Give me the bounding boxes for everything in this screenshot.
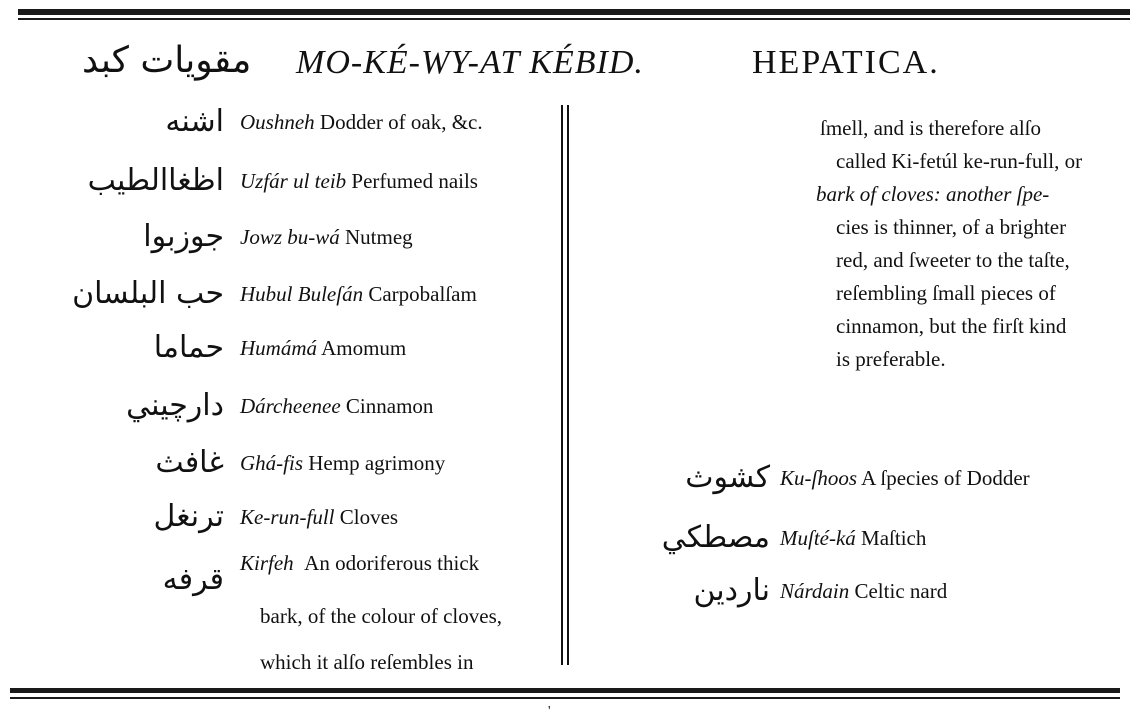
entry-gloss: Nutmeg xyxy=(345,225,413,249)
entry-text xyxy=(240,451,445,476)
paragraph-line: bark of cloves: another ſpe- xyxy=(816,182,1050,206)
entry-term: Hubul Buleſán xyxy=(240,282,364,306)
paragraph-line: red, and ſweeter to the taſte, xyxy=(836,248,1070,272)
list-item xyxy=(0,276,560,316)
entry-term: Dárcheenee xyxy=(240,394,341,418)
paragraph-line: called Ki-fetúl ke-run-full, or xyxy=(836,149,1083,173)
list-item xyxy=(0,388,560,428)
entry-text xyxy=(780,466,1030,491)
continuation-line: which it alſo reſembles in xyxy=(260,650,474,674)
header-subject: HEPATICA. xyxy=(752,44,940,81)
entry-arabic: اظغاالطيب xyxy=(87,163,224,198)
bottom-rule-thin xyxy=(10,697,1120,699)
header-title: MO-KÉ-WY-AT KÉBID. xyxy=(296,44,644,81)
continuation-line: bark, of the colour of cloves, xyxy=(260,604,503,628)
paragraph-line: is preferable. xyxy=(836,347,946,371)
entry-term: Jowz bu-wá xyxy=(240,225,340,249)
entry-term: Ke-run-full xyxy=(240,505,335,529)
entry-text xyxy=(240,282,477,307)
entry-arabic: دارچيني xyxy=(126,388,224,423)
entry-text xyxy=(240,110,483,135)
paragraph-line: reſembling ſmall pieces of xyxy=(836,281,1056,305)
entry-term: Muſté-ká xyxy=(780,526,856,550)
entry-term: Kirfeh xyxy=(240,551,294,575)
entry-gloss: Amomum xyxy=(321,336,407,360)
paragraph-line: cies is thinner, of a brighter xyxy=(836,215,1067,239)
entry-text xyxy=(240,394,433,419)
entry-arabic: كشوث xyxy=(685,460,770,495)
paragraph-line: ſmell, and is therefore alſo xyxy=(820,116,1042,140)
entry-term: Uzfár ul teib xyxy=(240,169,347,193)
top-rule-thin xyxy=(18,18,1130,20)
entry-gloss: Cinnamon xyxy=(345,394,434,418)
entry-term: Nárdain xyxy=(780,579,850,603)
entry-arabic: جوزبوا xyxy=(143,219,224,254)
entry-term: Humámá xyxy=(240,336,317,360)
entry-text xyxy=(240,169,478,194)
entry-text xyxy=(240,551,479,576)
entry-arabic: حب البلسان xyxy=(72,276,224,311)
column-divider-left xyxy=(561,105,563,665)
entry-gloss: Perfumed nails xyxy=(351,169,478,193)
entry-arabic: مصطكي xyxy=(661,520,770,555)
entry-gloss: Dodder of oak, &c. xyxy=(319,110,483,134)
entry-text xyxy=(780,579,947,604)
entry-gloss: A ſpecies of Dodder xyxy=(861,466,1030,490)
entry-arabic: ناردين xyxy=(693,573,770,608)
bottom-rule-thick xyxy=(10,688,1120,693)
entry-text xyxy=(780,526,926,551)
list-item xyxy=(0,330,560,370)
entry-term: Ku-ſhoos xyxy=(780,466,858,490)
entry-term: Ghá-fis xyxy=(240,451,303,475)
entry-arabic: قرفه xyxy=(162,562,224,597)
list-item xyxy=(570,460,1140,500)
paragraph-line: cinnamon, but the firſt kind xyxy=(836,314,1067,338)
list-item xyxy=(0,219,560,259)
entry-gloss: Maſtich xyxy=(861,526,927,550)
list-item xyxy=(570,573,1140,613)
entry-text xyxy=(240,505,398,530)
entry-arabic: ترنغل xyxy=(153,499,224,534)
entry-arabic: اشنه xyxy=(165,104,224,139)
header-arabic: مقويات كبد xyxy=(82,40,252,81)
top-rule-thick xyxy=(18,9,1130,15)
entry-gloss: An odoriferous thick xyxy=(304,551,480,575)
list-item xyxy=(0,163,560,203)
page-header xyxy=(0,40,1148,90)
entry-text xyxy=(240,336,406,361)
list-item xyxy=(0,445,560,485)
list-item xyxy=(0,548,560,597)
entry-arabic: حماما xyxy=(153,330,224,365)
list-item xyxy=(570,520,1140,560)
entry-gloss: Cloves xyxy=(339,505,399,529)
right-paragraph xyxy=(788,112,1128,376)
entry-text xyxy=(240,225,413,250)
entry-arabic: غافث xyxy=(155,445,224,480)
column-divider-right xyxy=(567,105,569,665)
footer-mark: ' xyxy=(548,704,551,719)
entry-term: Oushneh xyxy=(240,110,315,134)
entry-gloss: Celtic nard xyxy=(854,579,948,603)
entry-gloss: Carpobalſam xyxy=(368,282,477,306)
entry-gloss: Hemp agrimony xyxy=(308,451,446,475)
list-item xyxy=(0,499,560,539)
list-item xyxy=(0,104,560,144)
